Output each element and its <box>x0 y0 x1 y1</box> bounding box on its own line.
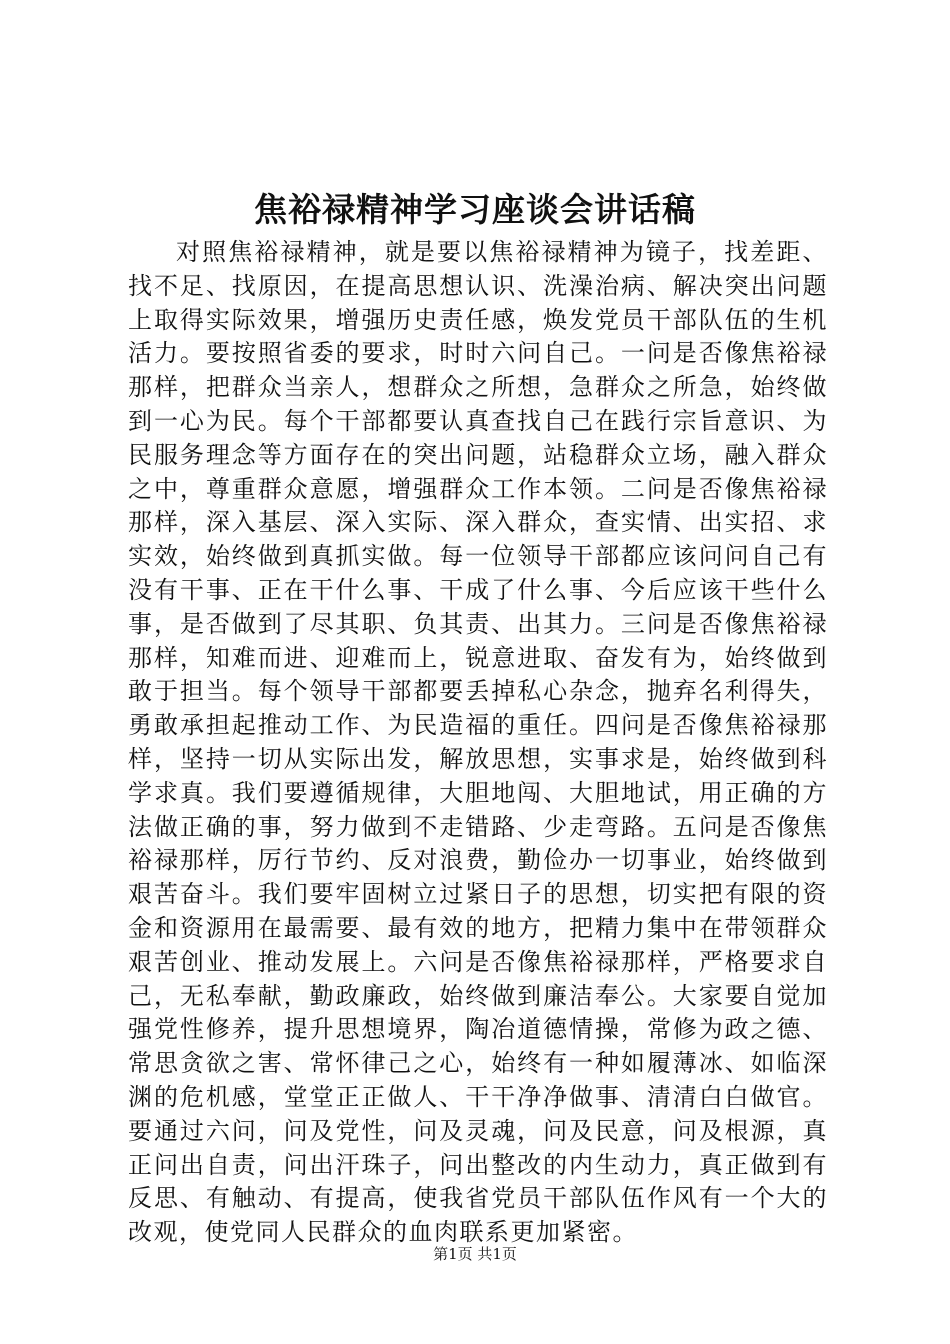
document-title: 焦裕禄精神学习座谈会讲话稿 <box>254 190 696 229</box>
page-footer: 第1页 共1页 <box>433 1245 517 1263</box>
document-body-paragraph: 对照焦裕禄精神，就是要以焦裕禄精神为镜子，找差距、找不足、找原因，在提高思想认识、洗澡治病、解决突出问题上取得实际效果，增强历史责任感，焕发党员干部队伍的生机活力。要按照省委的要求，时时六问自己。一问是否像焦裕禄那样，把群众当亲人，想群众之所想，急群众之所急，始终做到一心为民。每个干部都要认真查找自己在践行宗旨意识、为民服务理念等方面存在的突出问题，站稳群众立场，融入群众之中，尊重群众意愿，增强群众工作本领。二问是否像焦裕禄那样，深入基层、深入实际、深入群众，查实情、出实招、求实效，始终做到真抓实做。每一位领导干部都应该问问自己有没有干事、正在干什么事、干成了什么事、今后应该干些什么事，是否做到了尽其职、负其责、出其力。三问是否像焦裕禄那样，知难而进、迎难而上，锐意进取、奋发有为，始终做到敢于担当。每个领导干部都要丢掉私心杂念，抛弃名利得失，勇敢承担起推动工作、为民造福的重任。四问是否像焦裕禄那样，坚持一切从实际出发，解放思想，实事求是，始终做到科学求真。我们要遵循规律，大胆地闯、大胆地试，用正确的方法做正确的事，努力做到不走错路、少走弯路。五问是否像焦裕禄那样，厉行节约、反对浪费，勤俭办一切事业，始终做到艰苦奋斗。我们要牢固树立过紧日子的思想，切实把有限的资金和资源用在最需要、最有效的地方，把精力集中在带领群众艰苦创业、推动发展上。六问是否像焦裕禄那样，严格要求自己，无私奉献，勤政廉政，始终做到廉洁奉公。大家要自觉加强党性修养，提升思想境界，陶冶道德情操，常修为政之德、常思贪欲之害、常怀律己之心，始终有一种如履薄冰、如临深渊的危机感，堂堂正正做人、干干净净做事、清清白白做官。要通过六问，问及党性，问及灵魂，问及民意，问及根源，真正问出自责，问出汗珠子，问出整改的内生动力，真正做到有反思、有触动、有提高，使我省党员干部队伍作风有一个大的改观，使党同人民群众的血肉联系更加紧密。 <box>128 238 828 1247</box>
